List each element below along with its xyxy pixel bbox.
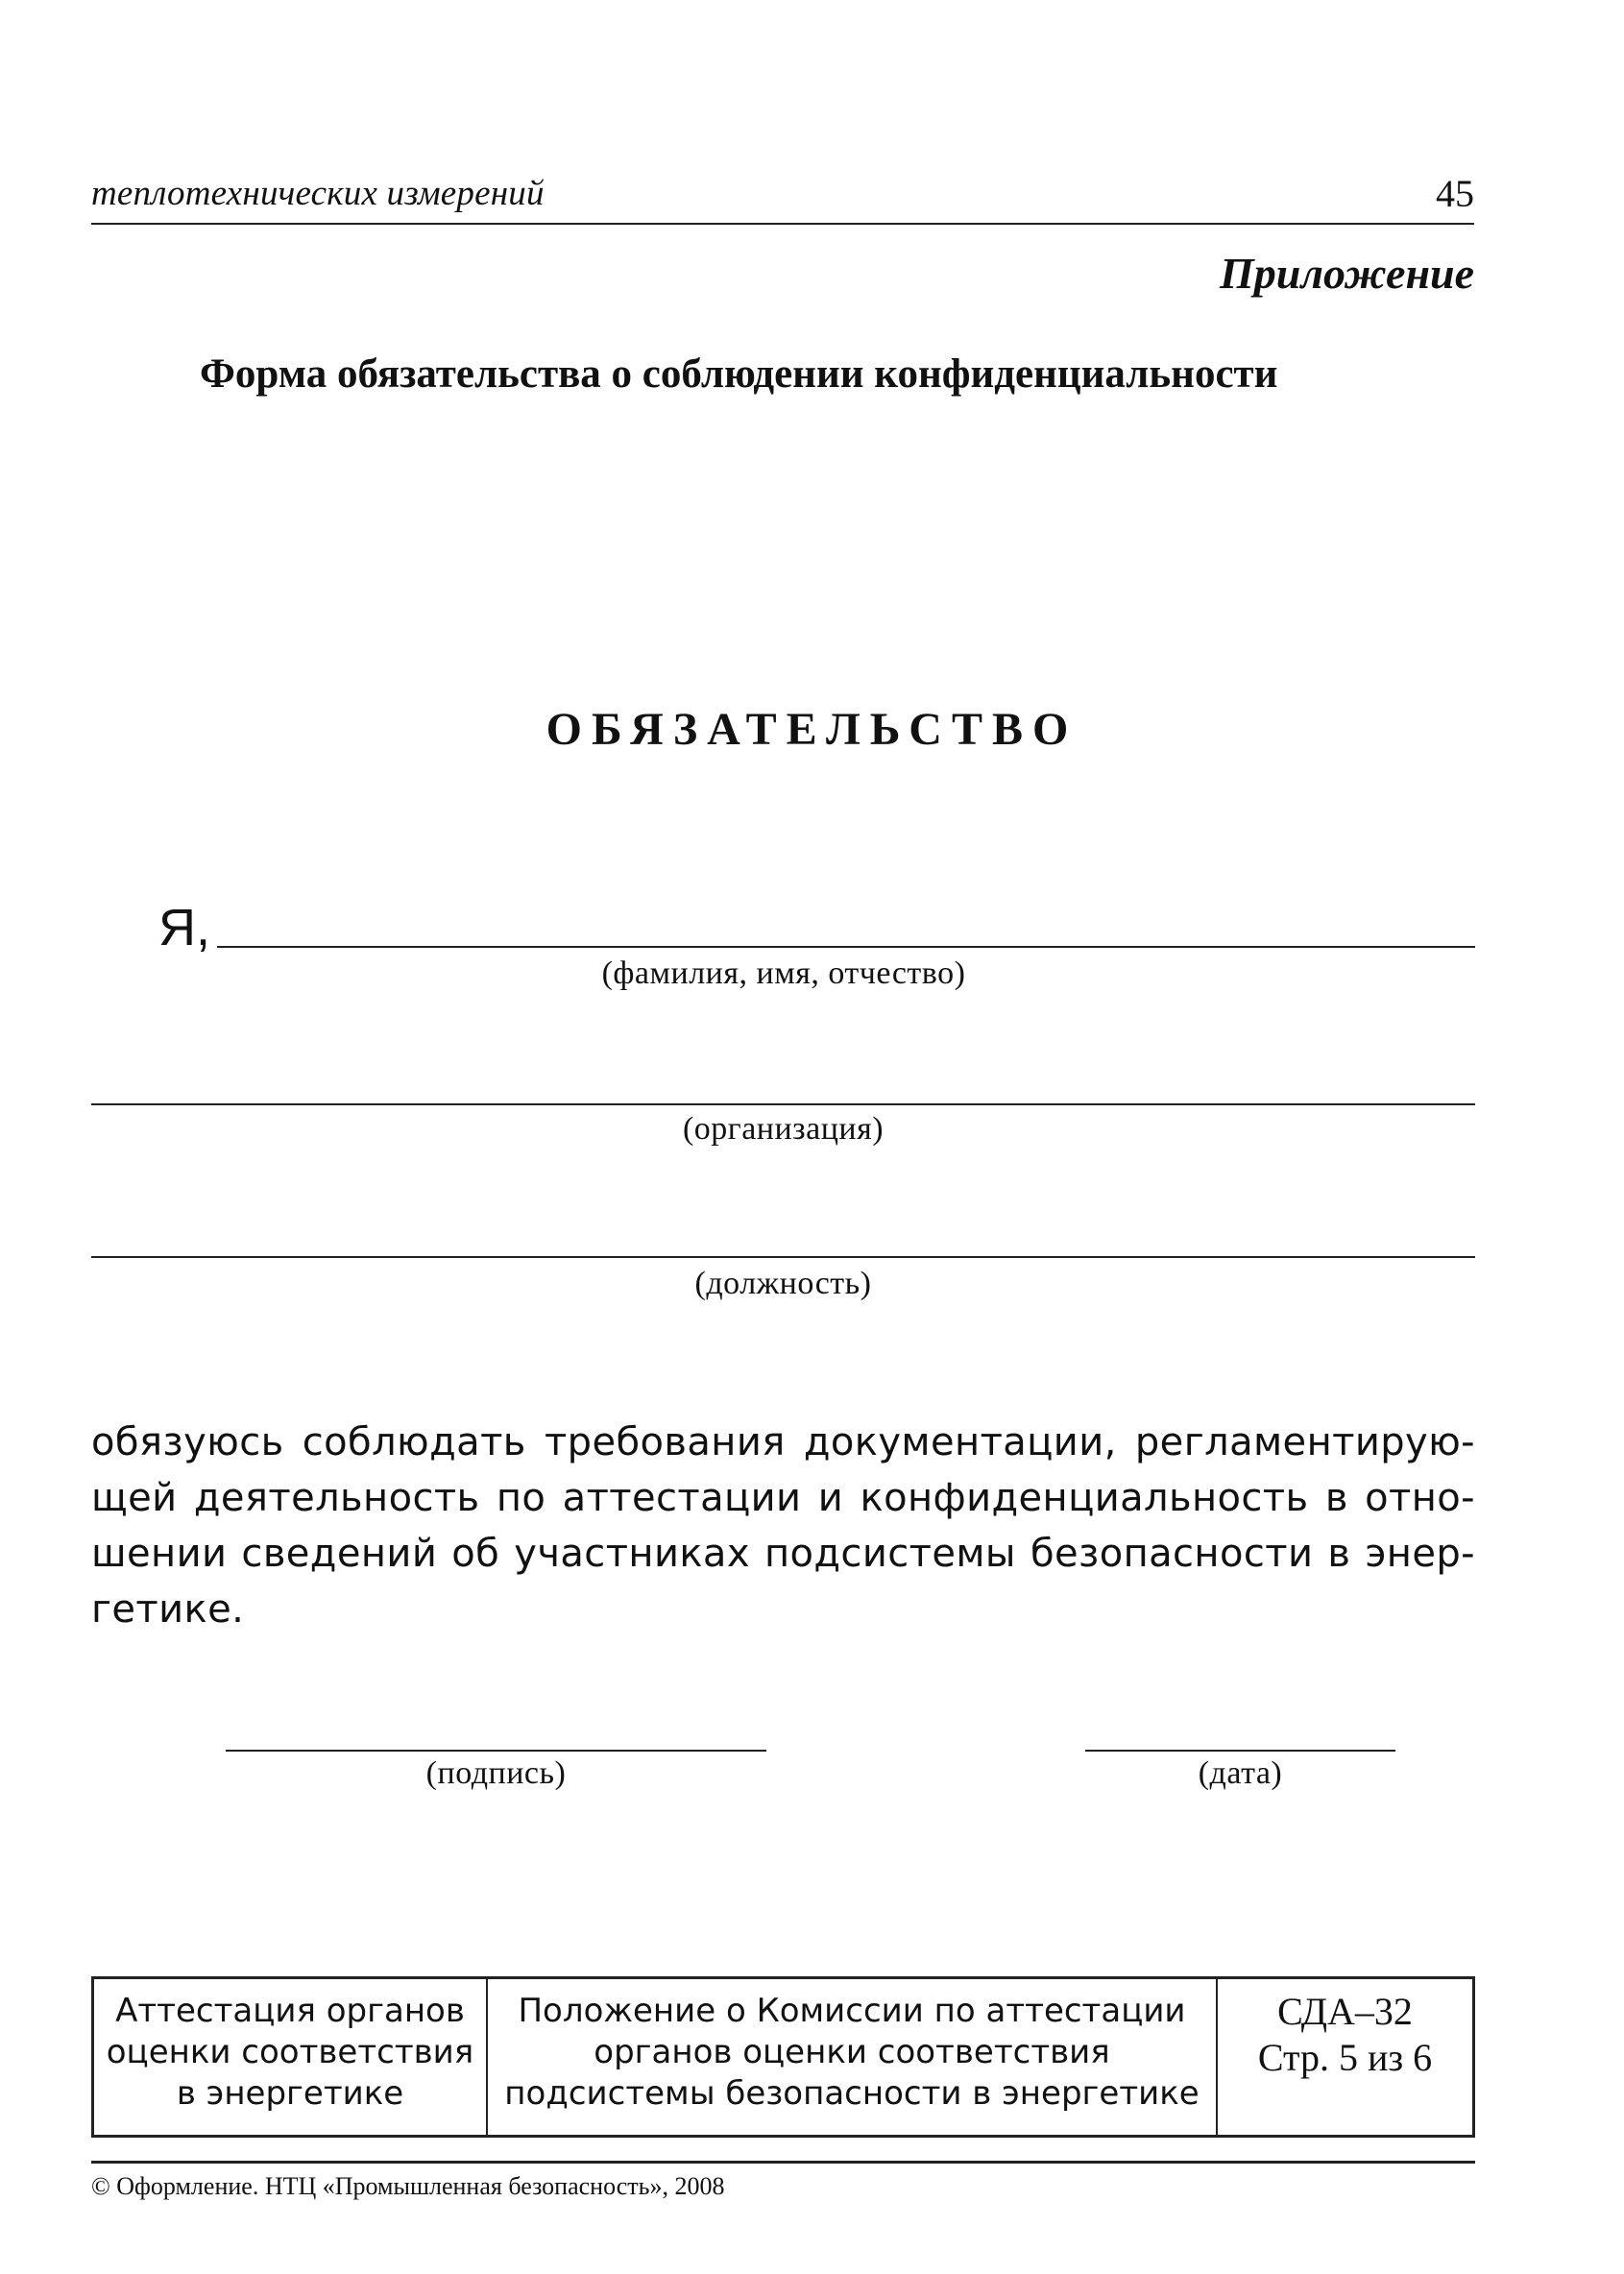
footer-cell-line: Стр. 5 из 6 — [1257, 2036, 1433, 2079]
ya-label: Я, — [158, 899, 210, 956]
position-caption: (должность) — [694, 1266, 872, 1301]
pledge-line: щей деятельность по аттестации и конфиденциальность в отно- — [91, 1476, 1475, 1520]
organization-line — [91, 1103, 1475, 1105]
pledge-line: гетике. — [91, 1587, 245, 1632]
running-title: теплотехнических измерений — [91, 174, 545, 213]
footer-table — [91, 1976, 1475, 2138]
footer-cell-line: в энергетике — [176, 2074, 404, 2113]
footer-cell-line: подсистемы безопасности в энергетике — [504, 2074, 1200, 2113]
footer-cell-line: Аттестация органов — [115, 1992, 465, 2030]
pledge-text — [91, 1415, 1475, 1637]
date-caption: (дата) — [1198, 1755, 1283, 1791]
footer-cell-line: органов оценки соответствия — [594, 2033, 1110, 2071]
footer-cell-line: Положение о Комиссии по аттестации — [518, 1992, 1186, 2030]
footer-cell-section — [94, 1979, 488, 2135]
appendix-label: Приложение — [1220, 249, 1474, 298]
footer-cell-document — [488, 1979, 1218, 2135]
signature-caption: (подпись) — [425, 1755, 567, 1791]
date-line — [1085, 1750, 1395, 1752]
organization-caption: (организация) — [682, 1111, 885, 1147]
footer-cell-line: СДА–32 — [1277, 1990, 1413, 2033]
copyright-rule — [91, 2161, 1475, 2164]
signature-line — [226, 1750, 766, 1752]
fio-caption: (фамилия, имя, отчество) — [601, 956, 966, 991]
document-title: ОБЯЗАТЕЛЬСТВО — [545, 704, 1079, 755]
running-header — [91, 171, 1474, 225]
footer-cell-code — [1218, 1979, 1472, 2135]
copyright-notice: © Оформление. НТЦ «Промышленная безопасность», 2008 — [91, 2172, 725, 2200]
form-heading: Форма обязательства о соблюдении конфиденциальности — [200, 351, 1278, 397]
footer-cell-line: оценки соответствия — [106, 2033, 474, 2071]
pledge-line: обязуюсь соблюдать требования документации, регламентирую- — [91, 1420, 1475, 1464]
pledge-line: шении сведений об участниках подсистемы безопасности в энер- — [91, 1532, 1475, 1576]
fio-line — [217, 946, 1475, 948]
page-number: 45 — [1436, 172, 1474, 215]
position-line — [91, 1256, 1475, 1258]
